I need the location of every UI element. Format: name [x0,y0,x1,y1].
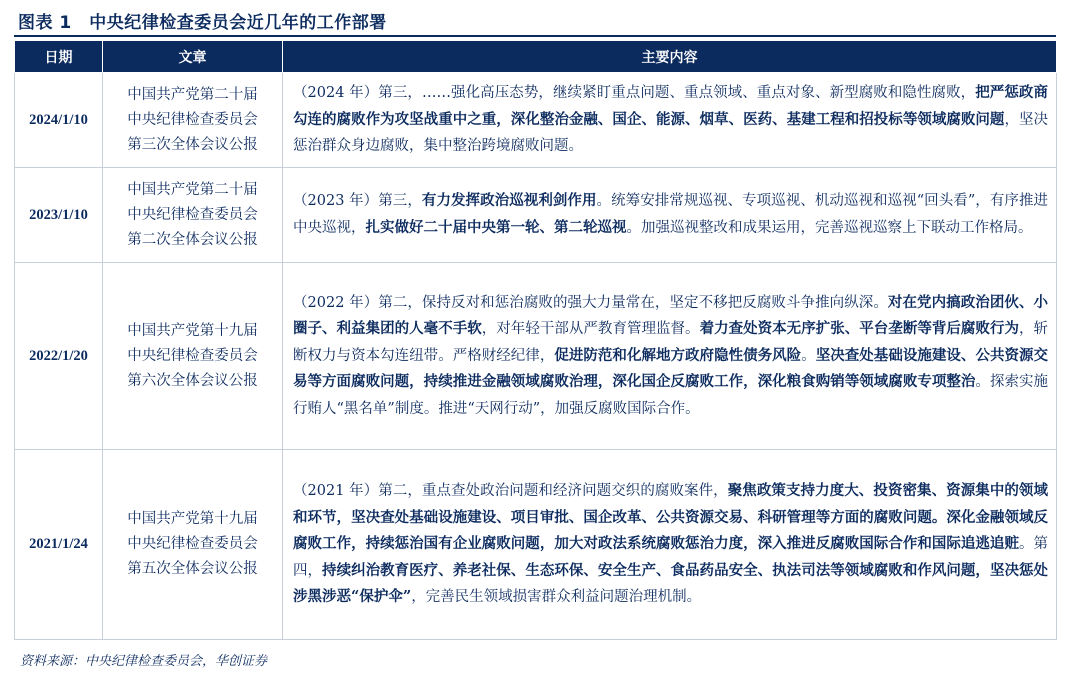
article-line: 中国共产党第二十届 [127,181,258,198]
article-line: 第二次全体会议公报 [127,231,258,248]
header-article: 文章 [103,41,283,73]
source-note: 资料来源：中央纪律检查委员会，华创证券 [20,654,268,669]
table-row [15,263,1057,450]
content-text: ，对年轻干部从严教育管理监督。 [481,321,700,338]
content-emphasis: 持续纠治教育医疗、养老社保、生态环保、安全生产、食品药品安全、执法司法等领域腐败和作风问题，坚决惩处涉黑涉恶“保护伞” [293,561,1049,606]
row-date: 2022/1/20 [15,263,103,450]
content-text: 。加强巡视整改和成果运用，完善巡视巡察上下联动工作格局。 [626,220,1033,236]
header-content: 主要内容 [283,41,1057,73]
row-article [103,450,283,640]
row-date: 2021/1/24 [15,450,103,640]
row-date: 2024/1/10 [15,73,103,168]
article-line: 中国共产党第二十届 [127,86,258,103]
content-emphasis: 把严惩政商勾连的腐败作为攻坚战重中之重，深化整治金融、国企、能源、烟草、医药、基建工程和招投标等领域腐败问题 [293,84,1048,128]
article-line: 第六次全体会议公报 [127,372,258,389]
article-line: 中央纪律检查委员会 [127,347,258,364]
row-date: 2023/1/10 [15,168,103,263]
title-divider [14,35,1056,37]
header-date: 日期 [15,41,103,73]
content-text: ，完善民生领域损害群众利益问题治理机制。 [411,589,702,606]
article-line: 中国共产党第十九届 [127,511,258,527]
content-text: 。探索实施行贿人“黑名单”制度。推进“天网行动”，加强反腐败国际合作。 [293,374,1048,417]
content-text: 。第四， [293,536,1049,579]
article-line: 中国共产党第十九届 [127,322,258,339]
table-row [15,168,1057,263]
row-content [283,450,1057,640]
content-emphasis: 有力发挥政治巡视利剑作用 [421,192,597,210]
content-emphasis: 对在党内搞政治团伙、小圈子、利益集团的人毫不手软 [293,293,1048,338]
row-content [283,263,1057,450]
content-text: （2024 年）第三，……强化高压态势，继续紧盯重点问题、重点领域、重点对象、新型腐败和隐性腐败， [293,85,976,102]
row-article [103,263,283,450]
content-emphasis: 坚决查处基础设施建设、公共资源交易等方面腐败问题，持续推进金融领域腐败治理，深化国企反腐败工作，深化粮食购销等领域腐败专项整治 [293,346,1049,391]
article-line: 中央纪律检查委员会 [127,206,258,223]
article-line: 中央纪律检查委员会 [127,111,258,128]
article-line: 第三次全体会议公报 [127,136,258,153]
content-emphasis: 着力查处资本无序扩张、平台垄断等背后腐败行为 [699,320,1019,338]
row-content [283,73,1057,168]
table-row [15,73,1057,168]
article-line: 中央纪律检查委员会 [127,536,258,552]
content-text: 。 [801,347,816,364]
row-content [283,168,1057,263]
content-text: （2023 年）第三， [293,193,422,210]
figure-title: 图表 1 中央纪律检查委员会近几年的工作部署 [18,13,387,33]
content-text: （2022 年）第二，保持反对和惩治腐败的强大力量常在，坚定不移把反腐败斗争推向纵深。 [293,294,888,311]
content-text: ，坚决惩治群众身边腐败，集中整治跨境腐败问题。 [293,111,1049,155]
table-row [15,450,1057,640]
row-article [103,168,283,263]
content-text: （2021 年）第二，重点查处政治问题和经济问题交织的腐败案件， [293,483,728,500]
work-deployment-table [14,40,1057,640]
content-emphasis: 促进防范和化解地方政府隐性债务风险 [554,346,802,364]
table-header-row [15,41,1057,73]
content-emphasis: 聚焦政策支持力度大、投资密集、资源集中的领域和环节，坚决查处基础设施建设、项目审批、国企改革、公共资源交易、科研管理等方面的腐败问题。深化金融领域反腐败工作，持续惩治国有企业腐败问题，加大对政法系统腐败惩治力度，深入推进反腐败国际合作和国际追逃追赃 [293,482,1048,553]
content-emphasis: 扎实做好二十届中央第一轮、第二轮巡视 [365,219,627,236]
article-line: 第五次全体会议公报 [127,561,258,577]
row-article [103,73,283,168]
content-text: ，斩断权力与资本勾连纽带。严格财经纪律， [293,321,1049,364]
content-text: 。统筹安排常规巡视、专项巡视、机动巡视和巡视“回头看”，有序推进中央巡视， [293,193,1049,236]
